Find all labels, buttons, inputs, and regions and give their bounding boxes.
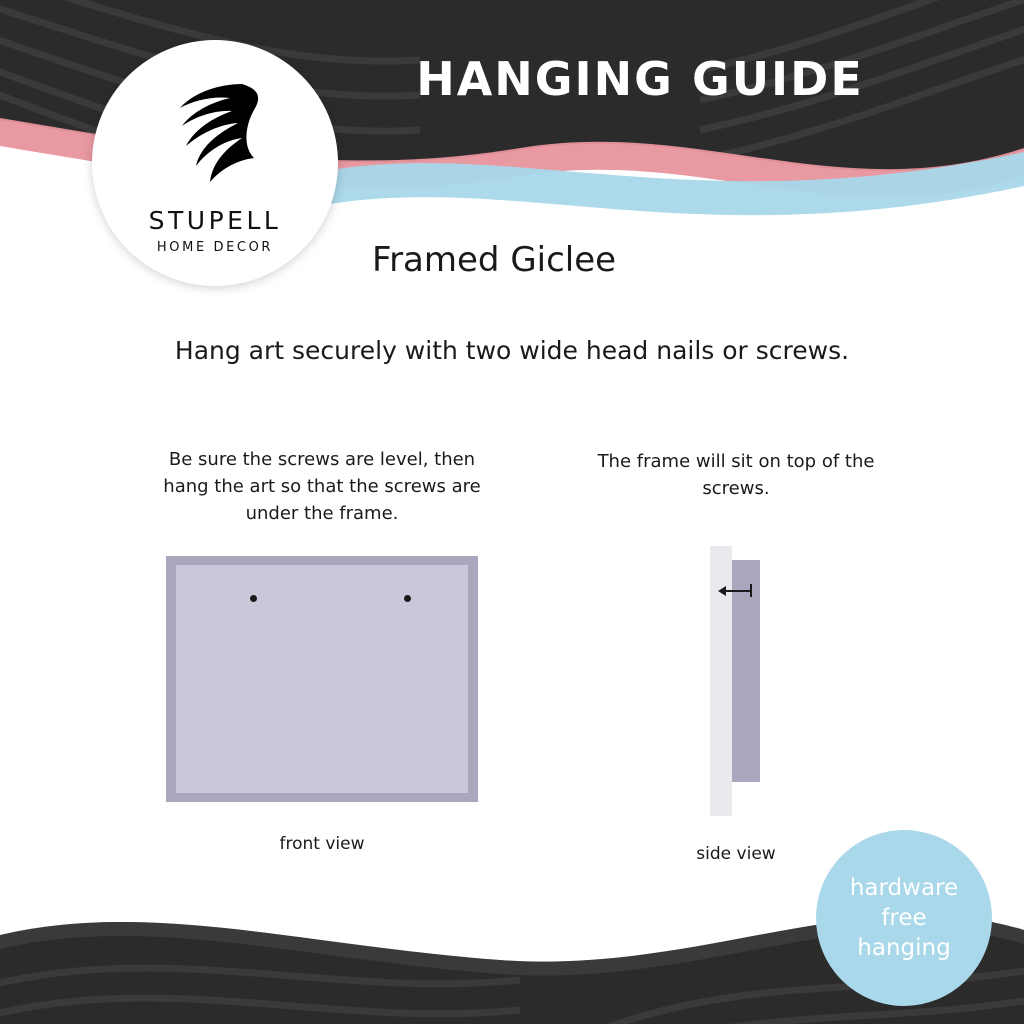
stupell-swirl-logo-icon (150, 68, 280, 198)
side-view-screw-icon (722, 590, 752, 592)
side-view-screw-tip-icon (718, 586, 726, 596)
front-view-label: front view (279, 834, 365, 854)
front-view-caption: Be sure the screws are level, then hang the art so that the screws are under the frame. (163, 449, 481, 524)
side-view-caption: The frame will sit on top of the screws. (597, 451, 875, 499)
main-instruction-text: Hang art securely with two wide head nails or screws. (174, 336, 850, 365)
side-view-screw-head-icon (750, 584, 752, 597)
side-view-frame (732, 560, 760, 782)
front-view-artwork (176, 565, 468, 793)
screw-dot-left-icon (250, 595, 257, 602)
page-title: HANGING GUIDE (416, 52, 864, 106)
side-view-label: side view (696, 844, 776, 864)
product-type-label: Framed Giclee (372, 240, 617, 280)
brand-logo-badge (92, 40, 338, 286)
badge-line-2: free (881, 905, 927, 931)
screw-dot-right-icon (404, 595, 411, 602)
front-view-diagram (166, 556, 478, 802)
badge-line-1: hardware (849, 875, 959, 901)
brand-name: STUPELL (148, 206, 282, 235)
badge-line-3: hanging (857, 935, 951, 961)
hardware-free-badge (816, 830, 992, 1006)
brand-subtitle: HOME DECOR (156, 240, 274, 255)
